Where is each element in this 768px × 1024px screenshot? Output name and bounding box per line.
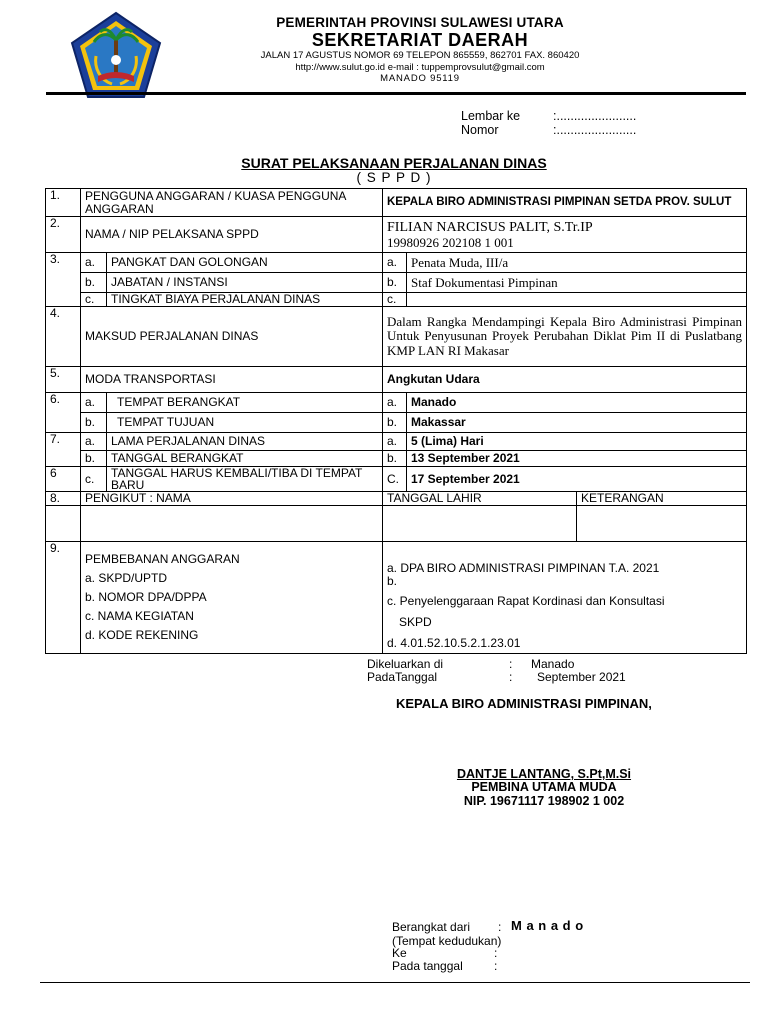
field-label: TANGGAL HARUS KEMBALI/TIBA DI TEMPAT BARU — [107, 467, 383, 492]
document-subtitle: ( S P P D ) — [356, 170, 432, 185]
field-value — [407, 293, 747, 307]
sub-letter: b. — [81, 273, 107, 293]
nomor-label: Nomor — [461, 123, 499, 137]
field-value — [383, 217, 747, 253]
lembar-value: :....................... — [553, 109, 637, 123]
departure-from-label: Berangkat dari — [392, 920, 471, 934]
budget-value-b: b. — [387, 574, 398, 588]
row-8-body — [46, 506, 747, 542]
budget-values — [383, 542, 747, 654]
row-2 — [46, 217, 747, 253]
departure-from-note: (Tempat kedudukan) — [392, 934, 502, 948]
field-label: MODA TRANSPORTASI — [81, 367, 383, 393]
departure-from-value: M a n a d o — [511, 918, 584, 933]
field-label: PENGGUNA ANGGARAN / KUASA PENGGUNA ANGGARAN — [81, 189, 383, 217]
issued-date-value: September 2021 — [537, 670, 626, 684]
field-value: KEPALA BIRO ADMINISTRASI PIMPINAN SETDA PROV. SULUT — [383, 189, 747, 217]
budget-label-a: a. SKPD/UPTD — [85, 571, 168, 585]
row-7c — [46, 467, 747, 492]
field-value: 13 September 2021 — [407, 451, 747, 467]
column-header-notes: KETERANGAN — [577, 492, 747, 506]
budget-value-c-cont: SKPD — [399, 615, 432, 629]
field-value: Makassar — [407, 413, 747, 433]
sub-letter: b. — [81, 451, 107, 467]
row-number: 8. — [46, 492, 81, 506]
header-office: SEKRETARIAT DAERAH — [311, 30, 529, 50]
sub-letter: b. — [383, 451, 407, 467]
row-5 — [46, 367, 747, 393]
row-number: 5. — [46, 367, 81, 393]
departure-from-colon: : — [498, 920, 502, 934]
row-7a — [46, 433, 747, 451]
field-label: TINGKAT BIAYA PERJALANAN DINAS — [107, 293, 383, 307]
field-label: MAKSUD PERJALANAN DINAS — [81, 307, 383, 367]
sub-letter: b. — [383, 413, 407, 433]
row-number: 1. — [46, 189, 81, 217]
row-6b — [46, 413, 747, 433]
sub-letter: a. — [383, 433, 407, 451]
budget-labels — [81, 542, 383, 654]
budget-value-d: d. 4.01.52.10.5.2.1.23.01 — [387, 636, 521, 650]
row-4 — [46, 307, 747, 367]
signatory-position: KEPALA BIRO ADMINISTRASI PIMPINAN, — [396, 696, 652, 711]
header-city: MANADO 95119 — [380, 73, 460, 84]
issued-place-label: Dikeluarkan di — [367, 657, 444, 671]
sub-letter: b. — [81, 413, 107, 433]
sub-letter: a. — [81, 253, 107, 273]
executor-nip: 19980926 202108 1 001 — [387, 234, 514, 250]
field-label: TEMPAT BERANGKAT — [107, 393, 383, 413]
document-title: SURAT PELAKSANAAN PERJALANAN DINAS — [241, 155, 547, 171]
row-number: 9. — [46, 542, 81, 654]
sub-letter: b. — [383, 273, 407, 293]
field-label: JABATAN / INSTANSI — [107, 273, 383, 293]
lembar-label: Lembar ke — [461, 109, 521, 123]
field-value: Dalam Rangka Mendampingi Kepala Biro Administrasi Pimpinan Untuk Penyusunan Proyek Perubahan Diklat Pim II di Puslatbang KMP LAN RI Makasar — [383, 307, 747, 367]
header-divider — [46, 92, 746, 95]
header-government: PEMERINTAH PROVINSI SULAWESI UTARA — [276, 15, 564, 30]
sub-letter: a. — [81, 393, 107, 413]
row-7b — [46, 451, 747, 467]
field-value: 5 (Lima) Hari — [407, 433, 747, 451]
empty-cell — [46, 506, 81, 542]
footer-divider — [40, 982, 750, 983]
column-header-birthdate: TANGGAL LAHIR — [383, 492, 577, 506]
field-value: 17 September 2021 — [407, 467, 747, 492]
sub-letter: a. — [81, 433, 107, 451]
row-number: 6. — [46, 393, 81, 433]
departure-date-colon: : — [494, 959, 498, 973]
field-label: TEMPAT TUJUAN — [107, 413, 383, 433]
executor-name: FILIAN NARCISUS PALIT, S.Tr.IP — [387, 219, 593, 235]
field-value: Penata Muda, III/a — [407, 253, 747, 273]
departure-to-label: Ke — [392, 946, 407, 960]
sub-letter: c. — [383, 293, 407, 307]
sppd-table — [45, 188, 747, 654]
departure-to-colon: : — [494, 946, 498, 960]
signatory-name: DANTJE LANTANG, S.Pt,M.Si — [456, 767, 632, 781]
budget-label-d: d. KODE REKENING — [85, 628, 199, 642]
budget-value-c: c. Penyelenggaraan Rapat Kordinasi dan Konsultasi — [387, 594, 665, 608]
empty-cell — [81, 506, 383, 542]
issued-place-value: Manado — [531, 657, 575, 671]
budget-heading: PEMBEBANAN ANGGARAN — [85, 552, 240, 566]
sub-letter: a. — [383, 393, 407, 413]
row-number: 6 — [46, 467, 81, 492]
row-9 — [46, 542, 747, 654]
budget-label-b: b. NOMOR DPA/DPPA — [85, 590, 207, 604]
empty-cell — [383, 506, 577, 542]
header-contact: http://www.sulut.go.id e-mail : tuppemprovsulut@gmail.com — [295, 62, 545, 73]
row-6a — [46, 393, 747, 413]
field-value: Angkutan Udara — [383, 367, 747, 393]
row-number: 4. — [46, 307, 81, 367]
field-label: NAMA / NIP PELAKSANA SPPD — [81, 217, 383, 253]
nomor-value: :....................... — [553, 123, 637, 137]
issued-place-colon: : — [509, 657, 513, 671]
row-1 — [46, 189, 747, 217]
field-value: Staf Dokumentasi Pimpinan — [407, 273, 747, 293]
signatory-nip: NIP. 19671117 198902 1 002 — [463, 794, 625, 808]
provincial-emblem-icon — [68, 10, 164, 100]
signatory-rank: PEMBINA UTAMA MUDA — [471, 780, 617, 794]
field-label: TANGGAL BERANGKAT — [107, 451, 383, 467]
field-label: LAMA PERJALANAN DINAS — [107, 433, 383, 451]
header-address: JALAN 17 AGUSTUS NOMOR 69 TELEPON 865559, 862701 FAX. 860420 — [260, 50, 580, 61]
sub-letter: c. — [81, 293, 107, 307]
budget-label-c: c. NAMA KEGIATAN — [85, 609, 194, 623]
empty-cell — [577, 506, 747, 542]
budget-value-a: a. DPA BIRO ADMINISTRASI PIMPINAN T.A. 2021 — [387, 561, 660, 575]
row-8-header — [46, 492, 747, 506]
row-number: 3. — [46, 253, 81, 307]
field-label: PANGKAT DAN GOLONGAN — [107, 253, 383, 273]
field-value: Manado — [407, 393, 747, 413]
issued-date-colon: : — [509, 670, 513, 684]
issued-date-label: PadaTanggal — [367, 670, 438, 684]
sub-letter: c. — [81, 467, 107, 492]
sub-letter: a. — [383, 253, 407, 273]
row-number: 2. — [46, 217, 81, 253]
row-number: 7. — [46, 433, 81, 467]
row-3b — [46, 273, 747, 293]
column-header-name: PENGIKUT : NAMA — [81, 492, 383, 506]
row-3a — [46, 253, 747, 273]
departure-date-label: Pada tanggal — [392, 959, 463, 973]
sub-letter: C. — [383, 467, 407, 492]
row-3c — [46, 293, 747, 307]
